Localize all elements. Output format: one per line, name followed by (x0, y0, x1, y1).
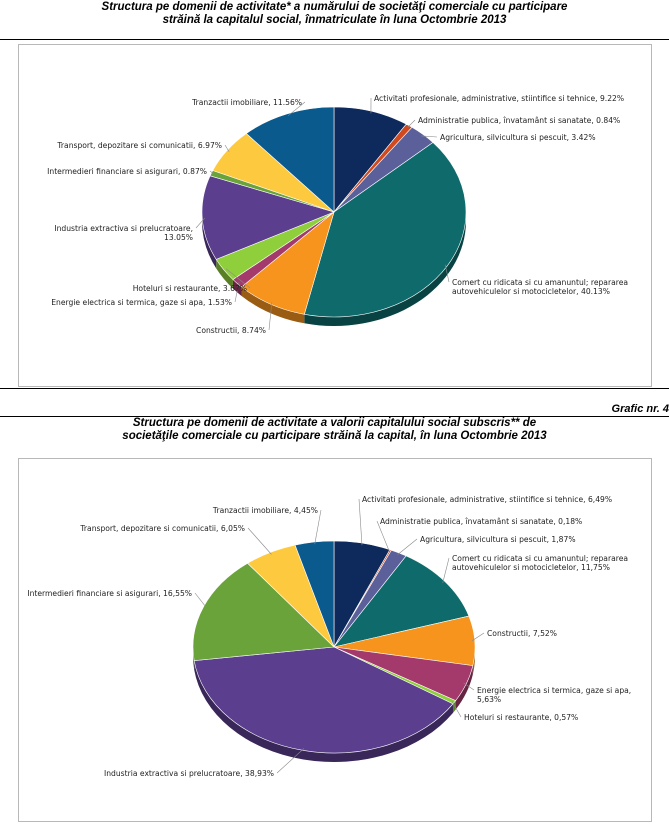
pie-1-label-energie-electrica-si-termica-gaze-si-apa: Energie electrica si termica, gaze si apa, 1.53% (51, 298, 232, 307)
pie-2-label-industria-extractiva-si-prelucratoare: Industria extractiva si prelucratoare, 38,93% (103, 769, 274, 778)
pie-2-leader-tranzactii-imobiliare (315, 510, 321, 544)
pie-2-label-comert-cu-ridicata-si-cu-amanuntul-repararea-autovehiculelor-si-motocicletelor: Comert cu ridicata si cu amanuntul; repararea autovehiculelor si motocicletelor, 11,75% (452, 554, 629, 572)
pie-1-label-tranzactii-imobiliare: Tranzactii imobiliare, 11.56% (192, 98, 302, 107)
grafic-number: Grafic nr. 4 (611, 403, 669, 415)
pie-2-label-hoteluri-si-restaurante: Hoteluri si restaurante, 0,57% (464, 713, 579, 722)
chart2-title-line2: societăţile comerciale cu participare străină la capital, în luna Octombrie 2013 (122, 430, 547, 442)
pie-2-label-intermedieri-financiare-si-asigurari: Intermedieri financiare si asigurari, 16,55% (27, 589, 192, 598)
pie-2-label-agricultura-silvicultura-si-pescuit: Agricultura, silvicultura si pescuit, 1,87% (420, 535, 576, 544)
pie-1-label-activitati-profesionale-administrative-stiintifice-si-tehnice: Activitati profesionale, administrative, stiintifice si tehnice, 9.22% (374, 94, 625, 103)
pie-2-label-constructii: Constructii, 7,52% (487, 629, 557, 638)
pie-1-label-hoteluri-si-restaurante: Hoteluri si restaurante, 3.67% (132, 284, 247, 293)
pie-2-label-transport-depozitare-si-comunicatii: Transport, depozitare si comunicatii, 6,05% (80, 524, 245, 533)
pie-2-label-administratie-publica-nvatam-nt-si-sanatate: Administratie publica, învatamânt si sanatate, 0,18% (380, 517, 583, 526)
pie-chart-1 (47, 94, 628, 335)
pie-2-leader-agricultura-silvicultura-si-pescuit (398, 539, 417, 555)
pie-1-label-agricultura-silvicultura-si-pescuit: Agricultura, silvicultura si pescuit, 3.42% (440, 133, 596, 142)
pie-2-leader-transport-depozitare-si-comunicatii (248, 528, 271, 554)
pie-2-label-energie-electrica-si-termica-gaze-si-apa: Energie electrica si termica, gaze si apa, 5,63% (477, 686, 632, 704)
pie-1-label-administratie-publica-nvatam-nt-si-sanatate: Administratie publica, învatamânt si sanatate, 0.84% (418, 116, 621, 125)
chart1-title-line2: străină la capitalul social, înmatriculate în luna Octombrie 2013 (162, 14, 507, 26)
pie-2-leader-comert-cu-ridicata-si-cu-amanuntul-repararea-autovehiculelor-si-motocicletelor (443, 558, 449, 583)
chart2-title-line1: Structura pe domenii de activitate a valorii capitalului social subscris** de (132, 417, 537, 429)
pie-chart-2 (27, 495, 631, 778)
pie-2-label-tranzactii-imobiliare: Tranzactii imobiliare, 4,45% (212, 506, 318, 515)
pie-2-leader-intermedieri-financiare-si-asigurari (195, 593, 206, 607)
chart1-title-line1: Structura pe domenii de activitate* a numărului de societăţi comerciale cu participare (101, 1, 568, 13)
pie-1-leader-administratie-publica-nvatam-nt-si-sanatate (408, 120, 415, 127)
pie-2-leader-activitati-profesionale-administrative-stiintifice-si-tehnice (359, 499, 362, 545)
pie-1-label-constructii: Constructii, 8.74% (196, 326, 266, 335)
pie-2-label-activitati-profesionale-administrative-stiintifice-si-tehnice: Activitati profesionale, administrative, stiintifice si tehnice, 6,49% (362, 495, 613, 504)
pie-1-label-comert-cu-ridicata-si-cu-amanuntul-repararea-autovehiculelor-si-motocicletelor: Comert cu ridicata si cu amanuntul; repararea autovehiculelor si motocicletelor, 40.13% (452, 278, 629, 296)
pie-1-label-intermedieri-financiare-si-asigurari: Intermedieri financiare si asigurari, 0.87% (47, 167, 207, 176)
pie-1-label-industria-extractiva-si-prelucratoare: Industria extractiva si prelucratoare, 13.05% (54, 224, 193, 242)
pie-1-label-transport-depozitare-si-comunicatii: Transport, depozitare si comunicatii, 6.97% (57, 141, 222, 150)
